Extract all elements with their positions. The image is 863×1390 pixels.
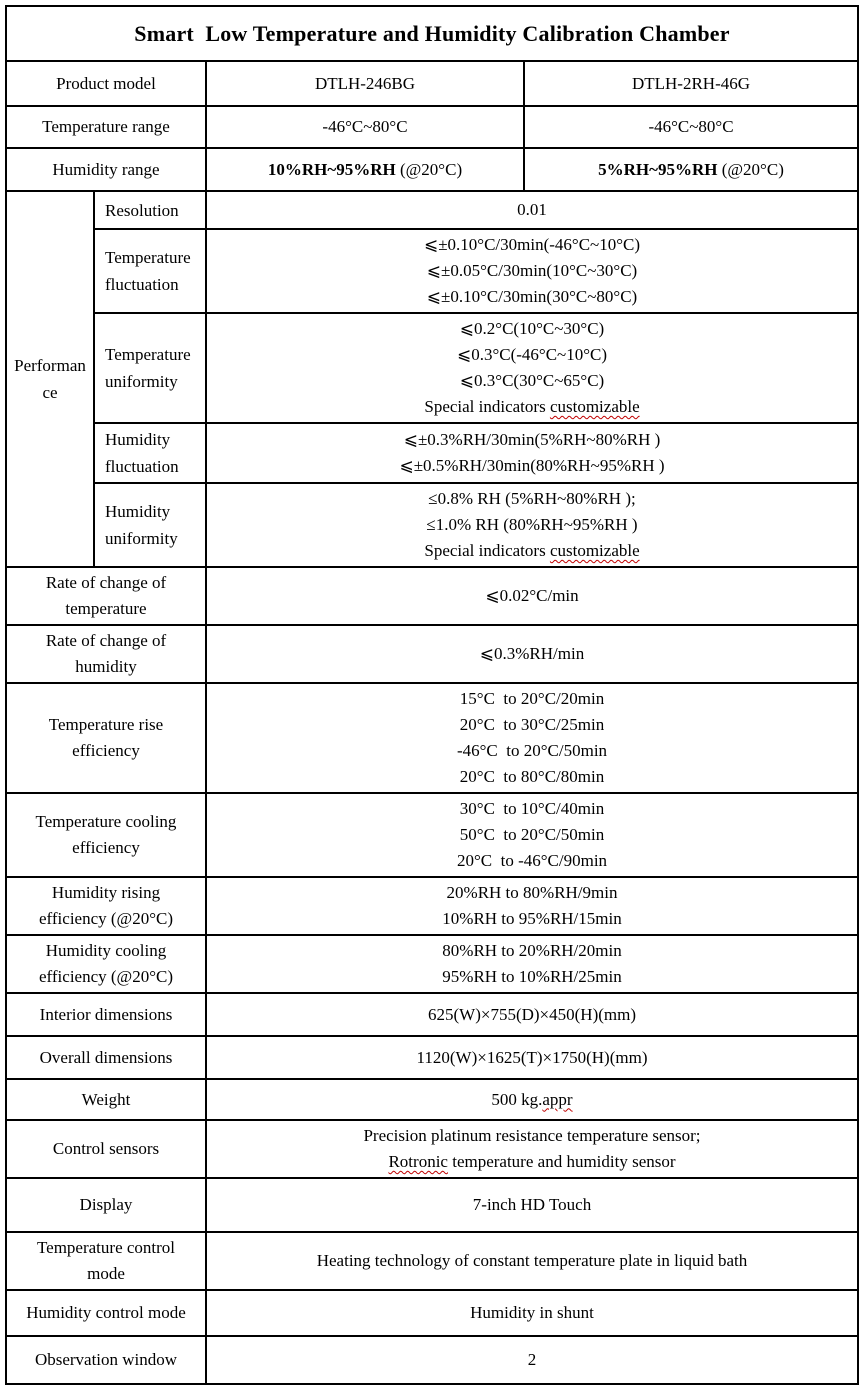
humidity-fluctuation-value	[206, 423, 858, 483]
temperature-range-value-2: -46°C~80°C	[524, 106, 858, 148]
humidity-rising-value	[206, 877, 858, 935]
temp-uniformity-value	[206, 313, 858, 423]
control-sensors-line-2-squiggle: Rotronic	[388, 1152, 448, 1171]
temp-uniformity-line-2: ⩽0.3°C(-46°C~10°C)	[456, 345, 608, 364]
weight-label: Weight	[6, 1079, 206, 1120]
humidity-cooling-value	[206, 935, 858, 993]
humidity-range-value-2	[524, 148, 858, 191]
product-model-value-2: DTLH-2RH-46G	[524, 61, 858, 106]
temp-rise-label: Temperature rise efficiency	[6, 683, 206, 793]
temp-uniformity-label: Temperature uniformity	[94, 313, 206, 423]
control-sensors-label: Control sensors	[6, 1120, 206, 1178]
humidity-control-mode-value: Humidity in shunt	[206, 1290, 858, 1336]
humidity-uniformity-label: Humidity uniformity	[94, 483, 206, 567]
humidity-range-value-2-rest: (@20°C)	[717, 159, 784, 179]
rate-humidity-label: Rate of change of humidity	[6, 625, 206, 683]
temp-cooling-line-3: 20°C to -46°C/90min	[456, 851, 608, 870]
weight-value	[206, 1079, 858, 1120]
page-title: Smart Low Temperature and Humidity Calibration Chamber	[6, 6, 858, 61]
display-value: 7-inch HD Touch	[206, 1178, 858, 1232]
temp-fluctuation-line-1: ⩽±0.10°C/30min(-46°C~10°C)	[423, 235, 641, 254]
temp-uniformity-note-squiggle: customizable	[549, 397, 640, 416]
row-perf-humidity-uniformity	[6, 483, 858, 567]
row-temp-rise	[6, 683, 858, 793]
row-perf-temp-fluctuation	[6, 229, 858, 313]
row-rate-humidity	[6, 625, 858, 683]
humidity-fluctuation-line-2: ⩽±0.5%RH/30min(80%RH~95%RH )	[399, 456, 665, 475]
humidity-uniformity-note-text: Special indicators	[424, 541, 550, 560]
rate-temperature-value: ⩽0.02°C/min	[206, 567, 858, 625]
humidity-range-value-2-bold: 5%RH~95%RH	[598, 159, 718, 179]
temp-rise-line-4: 20°C to 80°C/80min	[459, 767, 605, 786]
row-display	[6, 1178, 858, 1232]
temp-fluctuation-label: Temperature fluctuation	[94, 229, 206, 313]
temp-control-mode-value: Heating technology of constant temperature plate in liquid bath	[206, 1232, 858, 1290]
row-humidity-control-mode	[6, 1290, 858, 1336]
temp-cooling-line-1: 30°C to 10°C/40min	[459, 799, 605, 818]
humidity-uniformity-line-2: ≤1.0% RH (80%RH~95%RH )	[426, 515, 638, 534]
control-sensors-line-2	[213, 1149, 851, 1175]
observation-window-value: 2	[206, 1336, 858, 1384]
humidity-uniformity-line-1: ≤0.8% RH (5%RH~80%RH );	[428, 489, 636, 508]
observation-window-label: Observation window	[6, 1336, 206, 1384]
humidity-control-mode-label: Humidity control mode	[6, 1290, 206, 1336]
product-model-value-1: DTLH-246BG	[206, 61, 524, 106]
temperature-range-label: Temperature range	[6, 106, 206, 148]
humidity-uniformity-note-squiggle: customizable	[549, 541, 640, 560]
control-sensors-value	[206, 1120, 858, 1178]
humidity-uniformity-value	[206, 483, 858, 567]
humidity-range-label: Humidity range	[6, 148, 206, 191]
temp-cooling-line-2: 50°C to 20°C/50min	[459, 825, 605, 844]
humidity-range-value-1-bold: 10%RH~95%RH	[267, 159, 396, 179]
row-weight	[6, 1079, 858, 1120]
row-perf-resolution	[6, 191, 858, 229]
overall-dimensions-value: 1120(W)×1625(T)×1750(H)(mm)	[206, 1036, 858, 1079]
humidity-fluctuation-label: Humidity fluctuation	[94, 423, 206, 483]
temp-cooling-label: Temperature cooling efficiency	[6, 793, 206, 877]
row-humidity-range	[6, 148, 858, 191]
temp-uniformity-note-text: Special indicators	[424, 397, 550, 416]
interior-dimensions-value: 625(W)×755(D)×450(H)(mm)	[206, 993, 858, 1036]
performance-group-label: Performance	[6, 191, 94, 567]
row-control-sensors	[6, 1120, 858, 1178]
humidity-rising-line-1: 20%RH to 80%RH/9min	[446, 883, 618, 902]
humidity-rising-label: Humidity rising efficiency (@20°C)	[6, 877, 206, 935]
row-rate-temperature	[6, 567, 858, 625]
temp-uniformity-line-1: ⩽0.2°C(10°C~30°C)	[459, 319, 605, 338]
display-label: Display	[6, 1178, 206, 1232]
rate-humidity-value: ⩽0.3%RH/min	[206, 625, 858, 683]
weight-value-text: 500 kg.	[491, 1089, 543, 1109]
product-model-label: Product model	[6, 61, 206, 106]
row-interior-dimensions	[6, 993, 858, 1036]
temp-uniformity-line-3: ⩽0.3°C(30°C~65°C)	[459, 371, 605, 390]
control-sensors-line-2-rest: temperature and humidity sensor	[447, 1152, 676, 1171]
humidity-fluctuation-line-1: ⩽±0.3%RH/30min(5%RH~80%RH )	[403, 430, 661, 449]
resolution-label: Resolution	[94, 191, 206, 229]
weight-value-squiggle: appr	[542, 1089, 573, 1109]
humidity-rising-line-2: 10%RH to 95%RH/15min	[442, 909, 622, 928]
temp-fluctuation-value	[206, 229, 858, 313]
humidity-cooling-line-2: 95%RH to 10%RH/25min	[442, 967, 622, 986]
row-perf-humidity-fluctuation	[6, 423, 858, 483]
temp-rise-line-3: -46°C to 20°C/50min	[456, 741, 608, 760]
temp-rise-value	[206, 683, 858, 793]
temp-rise-line-2: 20°C to 30°C/25min	[459, 715, 605, 734]
spec-table	[5, 5, 859, 1385]
row-title	[6, 6, 858, 61]
row-humidity-rising	[6, 877, 858, 935]
humidity-range-value-1	[206, 148, 524, 191]
temp-fluctuation-line-3: ⩽±0.10°C/30min(30°C~80°C)	[426, 287, 638, 306]
humidity-cooling-label: Humidity cooling efficiency (@20°C)	[6, 935, 206, 993]
row-overall-dimensions	[6, 1036, 858, 1079]
row-temp-control-mode	[6, 1232, 858, 1290]
interior-dimensions-label: Interior dimensions	[6, 993, 206, 1036]
rate-temperature-label: Rate of change of temperature	[6, 567, 206, 625]
temp-fluctuation-line-2: ⩽±0.05°C/30min(10°C~30°C)	[426, 261, 638, 280]
temp-cooling-value	[206, 793, 858, 877]
row-product-model	[6, 61, 858, 106]
row-temperature-range	[6, 106, 858, 148]
humidity-uniformity-note	[213, 538, 851, 564]
row-humidity-cooling	[6, 935, 858, 993]
humidity-cooling-line-1: 80%RH to 20%RH/20min	[442, 941, 622, 960]
temperature-range-value-1: -46°C~80°C	[206, 106, 524, 148]
control-sensors-line-1: Precision platinum resistance temperature sensor;	[363, 1126, 701, 1145]
row-temp-cooling	[6, 793, 858, 877]
row-perf-temp-uniformity	[6, 313, 858, 423]
row-observation-window	[6, 1336, 858, 1384]
overall-dimensions-label: Overall dimensions	[6, 1036, 206, 1079]
temp-control-mode-label: Temperature control mode	[6, 1232, 206, 1290]
temp-rise-line-1: 15°C to 20°C/20min	[459, 689, 605, 708]
temp-uniformity-note	[213, 394, 851, 420]
resolution-value: 0.01	[206, 191, 858, 229]
humidity-range-value-1-rest: (@20°C)	[395, 159, 463, 179]
